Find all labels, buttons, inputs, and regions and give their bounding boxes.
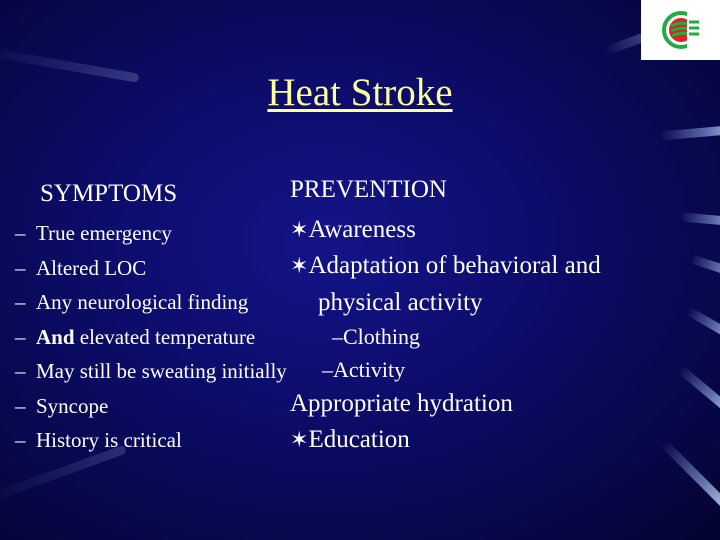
prevention-item: ✶Education xyxy=(290,426,410,453)
star-icon: ✶ xyxy=(290,217,309,242)
decorative-streak xyxy=(680,212,720,226)
star-icon: ✶ xyxy=(290,427,309,452)
prevention-item: ✶Awareness xyxy=(290,216,416,243)
decorative-streak xyxy=(0,445,127,505)
bullet-dash: – xyxy=(15,428,26,452)
bullet-dash: – xyxy=(15,290,26,314)
prevention-item: Appropriate hydration xyxy=(290,390,513,417)
decorative-streak xyxy=(677,365,720,416)
decorative-streak xyxy=(660,125,720,141)
prevention-subitem: –Clothing xyxy=(332,324,421,349)
symptom-item: – Any neurological finding xyxy=(15,290,249,314)
symptom-item: – And elevated temperature xyxy=(15,325,256,349)
symptoms-heading: SYMPTOMS xyxy=(40,180,178,207)
bullet-dash: – xyxy=(15,359,26,383)
prevention-item-continued: physical activity xyxy=(318,289,483,316)
decorative-streak xyxy=(686,307,720,343)
bullet-dash: – xyxy=(15,325,26,349)
symptom-item: – History is critical xyxy=(15,428,182,452)
bullet-dash: – xyxy=(15,221,26,245)
prevention-item: ✶Adaptation of behavioral and xyxy=(290,252,601,279)
symptom-item: – May still be sweating initially xyxy=(15,359,287,383)
symptom-item: – Altered LOC xyxy=(15,256,147,280)
prevention-heading: PREVENTION xyxy=(290,176,447,203)
page-title: Heat Stroke xyxy=(267,71,453,114)
prevention-subitem: –Activity xyxy=(322,357,406,382)
symptom-item: – True emergency xyxy=(15,221,172,245)
decorative-streak xyxy=(690,254,720,278)
star-icon: ✶ xyxy=(290,253,309,278)
logo-icon xyxy=(641,0,720,60)
bullet-dash: – xyxy=(15,394,26,418)
decorative-streak xyxy=(660,439,720,509)
symptom-item: – Syncope xyxy=(15,394,109,418)
bullet-dash: – xyxy=(15,256,26,280)
logo xyxy=(641,0,720,60)
